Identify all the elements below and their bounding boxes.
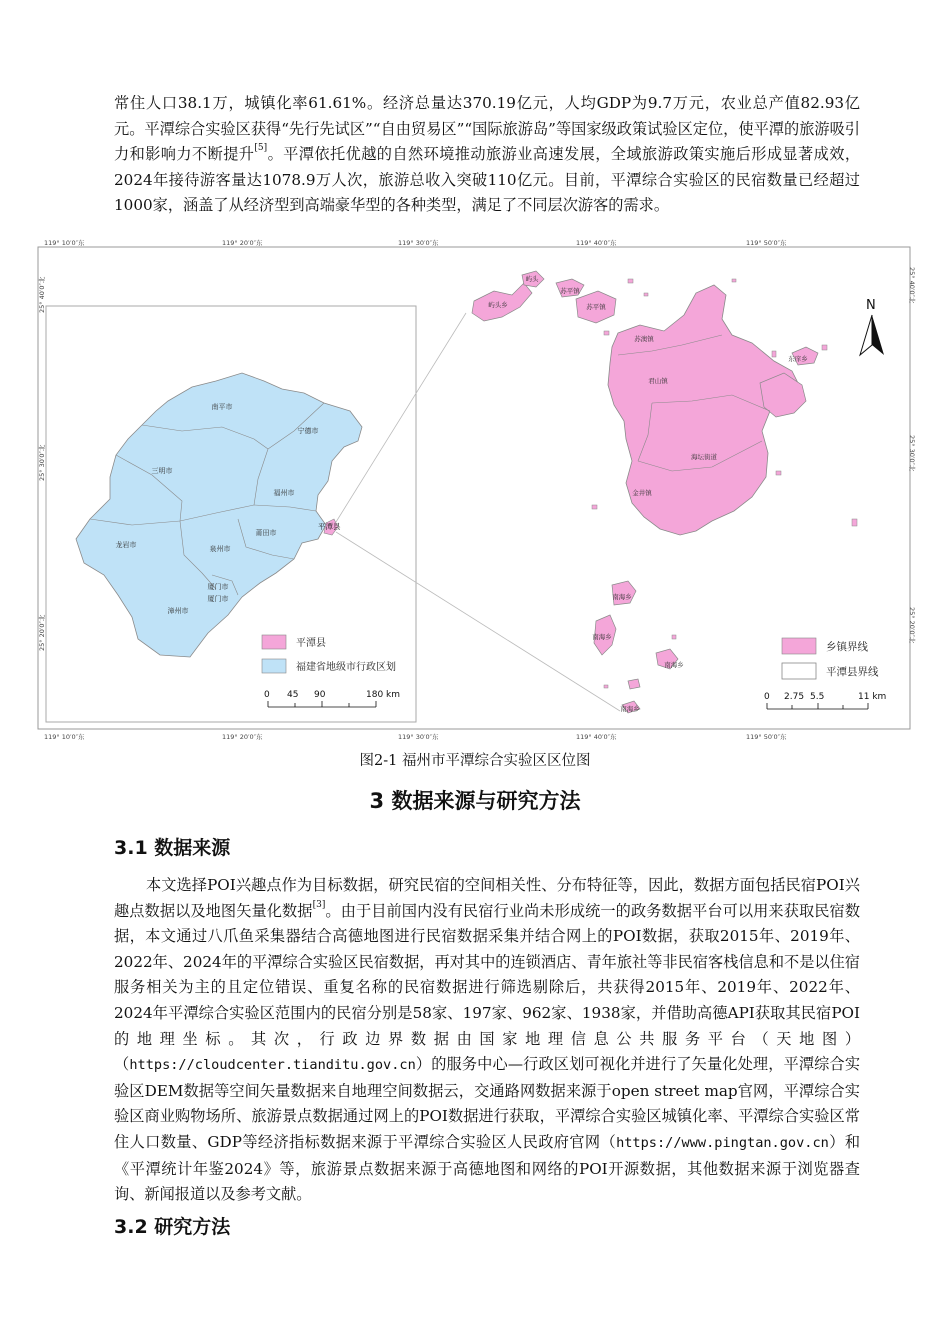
coord-top-1: 119° 10′0″东	[44, 239, 85, 247]
town-label-jinjing: 金井镇	[632, 489, 652, 497]
scale-left-2: 90	[314, 690, 326, 700]
scale-left-3: 180 km	[366, 690, 401, 700]
pingtan-gov-url[interactable]: https://www.pingtan.gov.cn	[616, 1134, 829, 1151]
coord-bottom-4: 119° 40′0″东	[576, 733, 617, 741]
islet	[672, 635, 676, 639]
legend-label-county-border: 平潭县界线	[826, 666, 879, 678]
coord-top-2: 119° 20′0″东	[222, 239, 263, 247]
islet	[644, 293, 648, 296]
city-label-quanzhou: 泉州市	[209, 545, 231, 553]
tianditu-url[interactable]: https://cloudcenter.tianditu.gov.cn	[129, 1057, 416, 1074]
scale-right-3: 11 km	[858, 692, 887, 702]
islet	[852, 519, 857, 526]
scale-right-1: 2.75	[784, 692, 805, 702]
town-label-haitan: 海坛街道	[691, 453, 717, 461]
city-label-nanping: 南平市	[211, 403, 233, 411]
islet	[822, 345, 827, 350]
city-label-zhangzhou: 漳州市	[167, 607, 189, 615]
legend-label-pingtan: 平潭县	[296, 638, 326, 649]
coord-top-5: 119° 50′0″东	[746, 239, 787, 247]
data-source-text-b: 。由于目前国内没有民宿行业尚未形成统一的政务数据平台可以用来获取民宿数据，本文通过八爪鱼采集器结合高德地图进行民宿数据采集并结合网上的POI数据，获取2015年、2019年、2022年、2024年的平潭综合实验区民宿数据，再对其中的连锁酒店、青年旅社等非民宿客栈信息和不是以住宿服务相关为主的且定位错误、重复名称的民宿数据进行筛选剔除后，共获得2015年、2019年、2022年、2024年平潭综合实验区范围内的民宿分别是58家、197家、962家、1938家，并借助高德API获取其民宿POI的地理坐标。其次，行政边界数据由国家地理信息公共服务平台（天地图）（	[114, 901, 861, 1074]
figure-caption: 图2-1 福州市平潭综合实验区区位图	[359, 753, 591, 769]
pingtan-inset-label: 平潭县	[318, 522, 341, 531]
coord-bottom-5: 119° 50′0″东	[746, 733, 787, 741]
town-label-nanhai-4: 南海乡	[620, 705, 640, 713]
north-label: N	[866, 298, 876, 313]
islet	[628, 279, 633, 283]
town-label-suping-1: 苏平镇	[560, 287, 580, 295]
islet	[776, 471, 781, 475]
scale-right-0: 0	[764, 692, 770, 702]
legend-swatch-pingtan	[262, 635, 286, 649]
town-label-suping-2: 苏平镇	[586, 303, 606, 311]
city-label-xiamen-2: 厦门市	[207, 595, 229, 603]
town-label-junshan: 君山镇	[648, 377, 668, 385]
town-label-nanhai-1: 南海乡	[612, 593, 632, 601]
islet	[732, 279, 736, 282]
city-label-longyan: 龙岩市	[115, 541, 137, 549]
city-label-xiamen: 厦门市	[207, 583, 229, 591]
town-label-nanhai-2: 南海乡	[592, 633, 612, 641]
coord-right-2: 25° 30′0″北	[908, 435, 916, 472]
scale-left-0: 0	[264, 690, 270, 700]
coord-bottom-3: 119° 30′0″东	[398, 733, 439, 741]
data-source-text-c: ）的服务中心—行政区划可视化并进行了矢量化处理，平潭综合实验区DEM数据等空间矢量数据来自地理空间数据云，交通路网数据来源于open street map官网，平潭综合实验区商业购物场所、旅游景点数据通过网上的POI数据进行获取，平潭综合实验区城镇化率、平潭综合实验区常住人口数量、GDP等经济指标数据来源于平潭综合实验区人民政府官网（	[114, 1055, 861, 1151]
legend-swatch-town-border	[782, 638, 816, 654]
town-label-suao: 苏澳镇	[634, 335, 654, 343]
legend-swatch-fujian	[262, 659, 286, 673]
city-label-fuzhou: 福州市	[273, 489, 295, 497]
citation-5[interactable]: [5]	[254, 143, 268, 154]
intro-text-2: 。平潭依托优越的自然环境推动旅游业高速发展，全域旅游政策实施后形成显著成效，2024年接待游客量达1078.9万人次，旅游总收入突破110亿元。目前，平潭综合实验区的民宿数量已经超过1000家，涵盖了从经济型到高端豪华型的各种类型，满足了不同层次游客的需求。	[114, 145, 861, 215]
town-label-yutou-north: 屿头	[525, 275, 539, 283]
islet	[604, 685, 608, 688]
data-source-text-d: ）和《平潭统计年鉴2024》等，旅游景点数据来源于高德地图和网络的POI开源数据，其他数据来源于浏览器查询、新闻报道以及参考文献。	[114, 1132, 861, 1204]
scale-left-1: 45	[287, 690, 299, 700]
data-source-paragraph	[114, 873, 860, 1208]
legend-swatch-county-border	[782, 663, 816, 679]
coord-top-4: 119° 40′0″东	[576, 239, 617, 247]
location-map-figure	[32, 235, 918, 743]
coord-left-1: 25° 40′0″北	[38, 276, 46, 313]
coord-top-3: 119° 30′0″东	[398, 239, 439, 247]
coord-bottom-1: 119° 10′0″东	[44, 733, 85, 741]
islet	[592, 505, 597, 509]
coord-left-3: 25° 20′0″北	[38, 614, 46, 651]
legend-label-town-border: 乡镇界线	[826, 641, 868, 653]
town-label-yutou: 屿头乡	[488, 301, 508, 309]
scale-right-2: 5.5	[810, 692, 825, 702]
city-label-ningde: 宁德市	[297, 427, 319, 435]
islet	[604, 331, 609, 335]
intro-text-1: 常住人口38.1万，城镇化率61.61%。经济总量达370.19亿元，人均GDP为9.7万元，农业总产值82.93亿元。平潭综合实验区获得“先行先试区”“自由贸易区”“国际旅游岛”等国家级政策试验区定位，使平潭的旅游吸引力和影响力不断提升	[114, 94, 860, 164]
legend-label-fujian: 福建省地级市行政区划	[296, 662, 396, 673]
intro-paragraph	[114, 91, 860, 219]
coord-left-2: 25° 30′0″北	[38, 444, 46, 481]
data-source-text-a: 本文选择POI兴趣点作为目标数据，研究民宿的空间相关性、分布特征等，因此，数据方面包括民宿POI兴趣点数据以及地图矢量化数据	[114, 876, 860, 920]
town-label-nanhai-3: 南海乡	[664, 661, 684, 669]
town-label-dongxiang: 东庠乡	[788, 355, 808, 363]
city-label-putian: 莆田市	[255, 529, 277, 537]
pingtan-south-island-4	[628, 679, 640, 689]
city-label-sanming: 三明市	[151, 467, 173, 475]
section-3-1-title: 3.1 数据来源	[114, 837, 231, 859]
coord-bottom-2: 119° 20′0″东	[222, 733, 263, 741]
coord-right-3: 25° 20′0″北	[908, 607, 916, 644]
section-3-2-title: 3.2 研究方法	[114, 1216, 231, 1238]
section-3-title: 3 数据来源与研究方法	[369, 789, 581, 813]
citation-3[interactable]: [3]	[312, 899, 326, 910]
coord-right-1: 25° 40′0″北	[908, 267, 916, 304]
islet	[772, 351, 776, 357]
